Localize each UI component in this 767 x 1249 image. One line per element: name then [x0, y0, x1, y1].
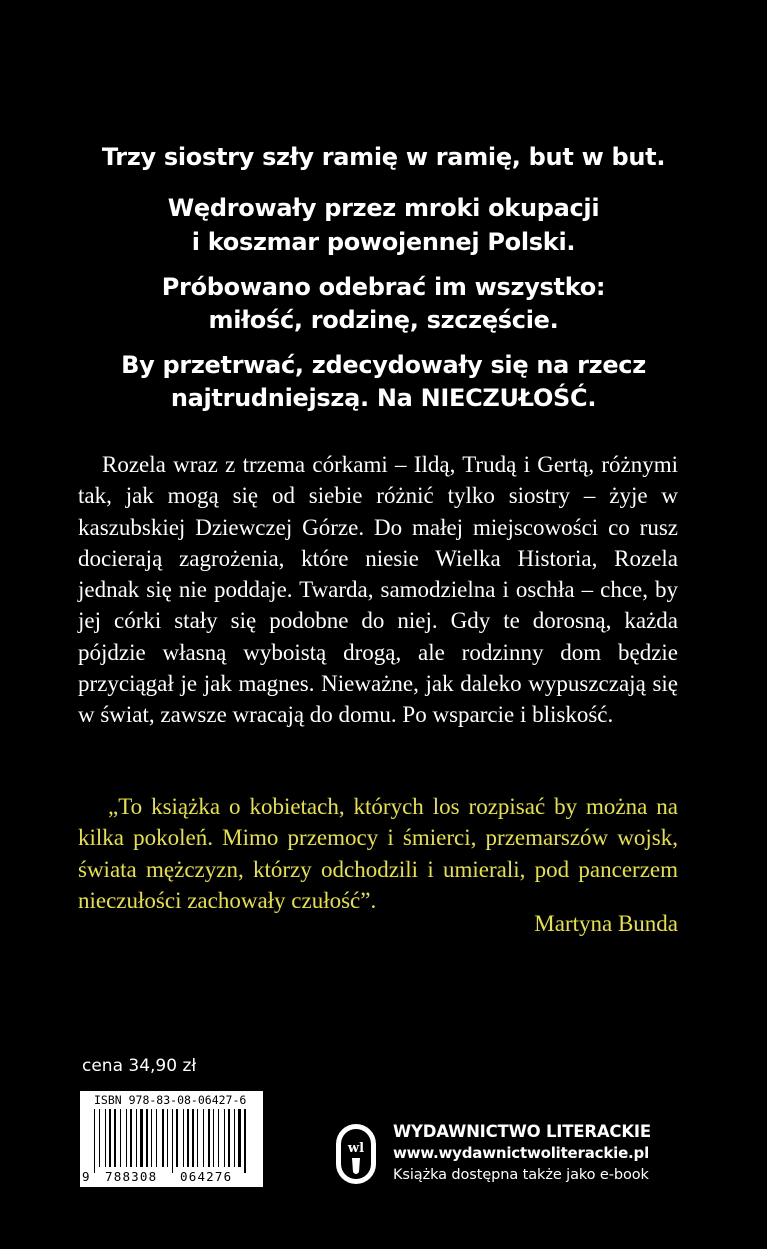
barcode-bar: [156, 1109, 157, 1167]
publisher-name: WYDAWNICTWO LITERACKIE: [393, 1122, 651, 1141]
barcode-bar: [176, 1109, 178, 1167]
ean-right-digits: 064276: [180, 1169, 233, 1184]
tagline-line-3: i koszmar powojennej Polski.: [191, 228, 576, 256]
ean-left-digits: 788308: [105, 1169, 158, 1184]
barcode-bar: [183, 1109, 184, 1167]
ean-first-digit: 9: [82, 1169, 90, 1184]
barcode-bar: [213, 1109, 214, 1167]
barcode-bar: [192, 1109, 194, 1167]
barcode-bar: [151, 1109, 152, 1167]
logo-letters: wl: [347, 1141, 365, 1156]
publisher-url[interactable]: www.wydawnictwoliterackie.pl: [393, 1144, 650, 1162]
barcode-bar: [130, 1109, 132, 1167]
barcode-bar: [109, 1109, 111, 1167]
isbn-number: ISBN 978-83-08-06427-6: [94, 1093, 247, 1107]
barcode-bar: [224, 1109, 225, 1167]
barcode-bar: [238, 1109, 241, 1167]
book-description: Rozela wraz z trzema córkami – Ildą, Trudą i Gertą, różnymi tak, jak mogą się od siebie różnić tylko siostry – żyje w kaszubskiej Dziewczej Górze. Do małej miejscowości co rusz docierają zagrożenia, które niesie Wielka Historia, Rozela jednak się nie poddaje. Twarda, samodzielna i oschła – chce, by jej córki stały się podobne do niej. Gdy te dorosną, każda pójdzie własną wyboistą drogą, ale rodzinny dom będzie przyciągał je jak magnes. Nieważne, jak daleko wypuszczają się w świat, zawsze wracają do domu. Po wsparcie i bliskość.: [78, 452, 678, 728]
barcode-bar: [114, 1109, 116, 1167]
barcode-bar: [136, 1109, 137, 1167]
barcode-bar: [172, 1109, 173, 1173]
tagline-line-1: Trzy siostry szły ramię w ramię, but w but.: [101, 143, 666, 171]
barcode-bar: [187, 1109, 189, 1167]
isbn-barcode: [80, 1091, 263, 1187]
barcode-bar: [203, 1109, 204, 1167]
barcode-bar: [167, 1109, 168, 1167]
barcode-bar: [162, 1109, 164, 1167]
barcode-bar: [208, 1109, 210, 1167]
barcode-bar: [228, 1109, 230, 1167]
barcode-bar: [99, 1109, 100, 1167]
ebook-note: Książka dostępna także jako e-book: [393, 1167, 649, 1183]
barcode-bar: [234, 1109, 235, 1167]
tagline-line-6: By przetrwać, zdecydowały się na rzecz: [121, 351, 646, 379]
barcode-bar: [105, 1109, 106, 1167]
publisher-logo-icon: [332, 1122, 380, 1186]
review-quote: „To książka o kobietach, których los rozpisać by można na kilka pokoleń. Mimo przemocy i śmierci, przemarszów wojsk, świata mężczyzn, którzy odchodzili i umierali, pod pancerzem nieczułości zachowały czułość”.: [78, 794, 678, 913]
barcode-bar: [218, 1109, 219, 1167]
quote-author: Martyna Bunda: [534, 911, 678, 936]
barcode-bar: [244, 1109, 246, 1173]
barcode-bar: [197, 1109, 198, 1167]
price-label: cena 34,90 zł: [82, 1056, 197, 1076]
barcode-bar: [94, 1109, 95, 1173]
tagline-line-4: Próbowano odebrać im wszystko:: [161, 273, 606, 301]
barcode-bar: [126, 1109, 127, 1167]
barcode-bar: [120, 1109, 121, 1167]
barcode-bar: [140, 1109, 143, 1167]
barcode-bar: [146, 1109, 148, 1167]
publisher-info: [393, 1120, 651, 1186]
tagline-line-5: miłość, rodzinę, szczęście.: [208, 306, 559, 334]
tagline-line-2: Wędrowały przez mroki okupacji: [167, 194, 600, 222]
ean-digits: [80, 1169, 263, 1185]
tagline-line-7: najtrudniejszą. Na NIECZUŁOŚĆ.: [170, 384, 597, 412]
